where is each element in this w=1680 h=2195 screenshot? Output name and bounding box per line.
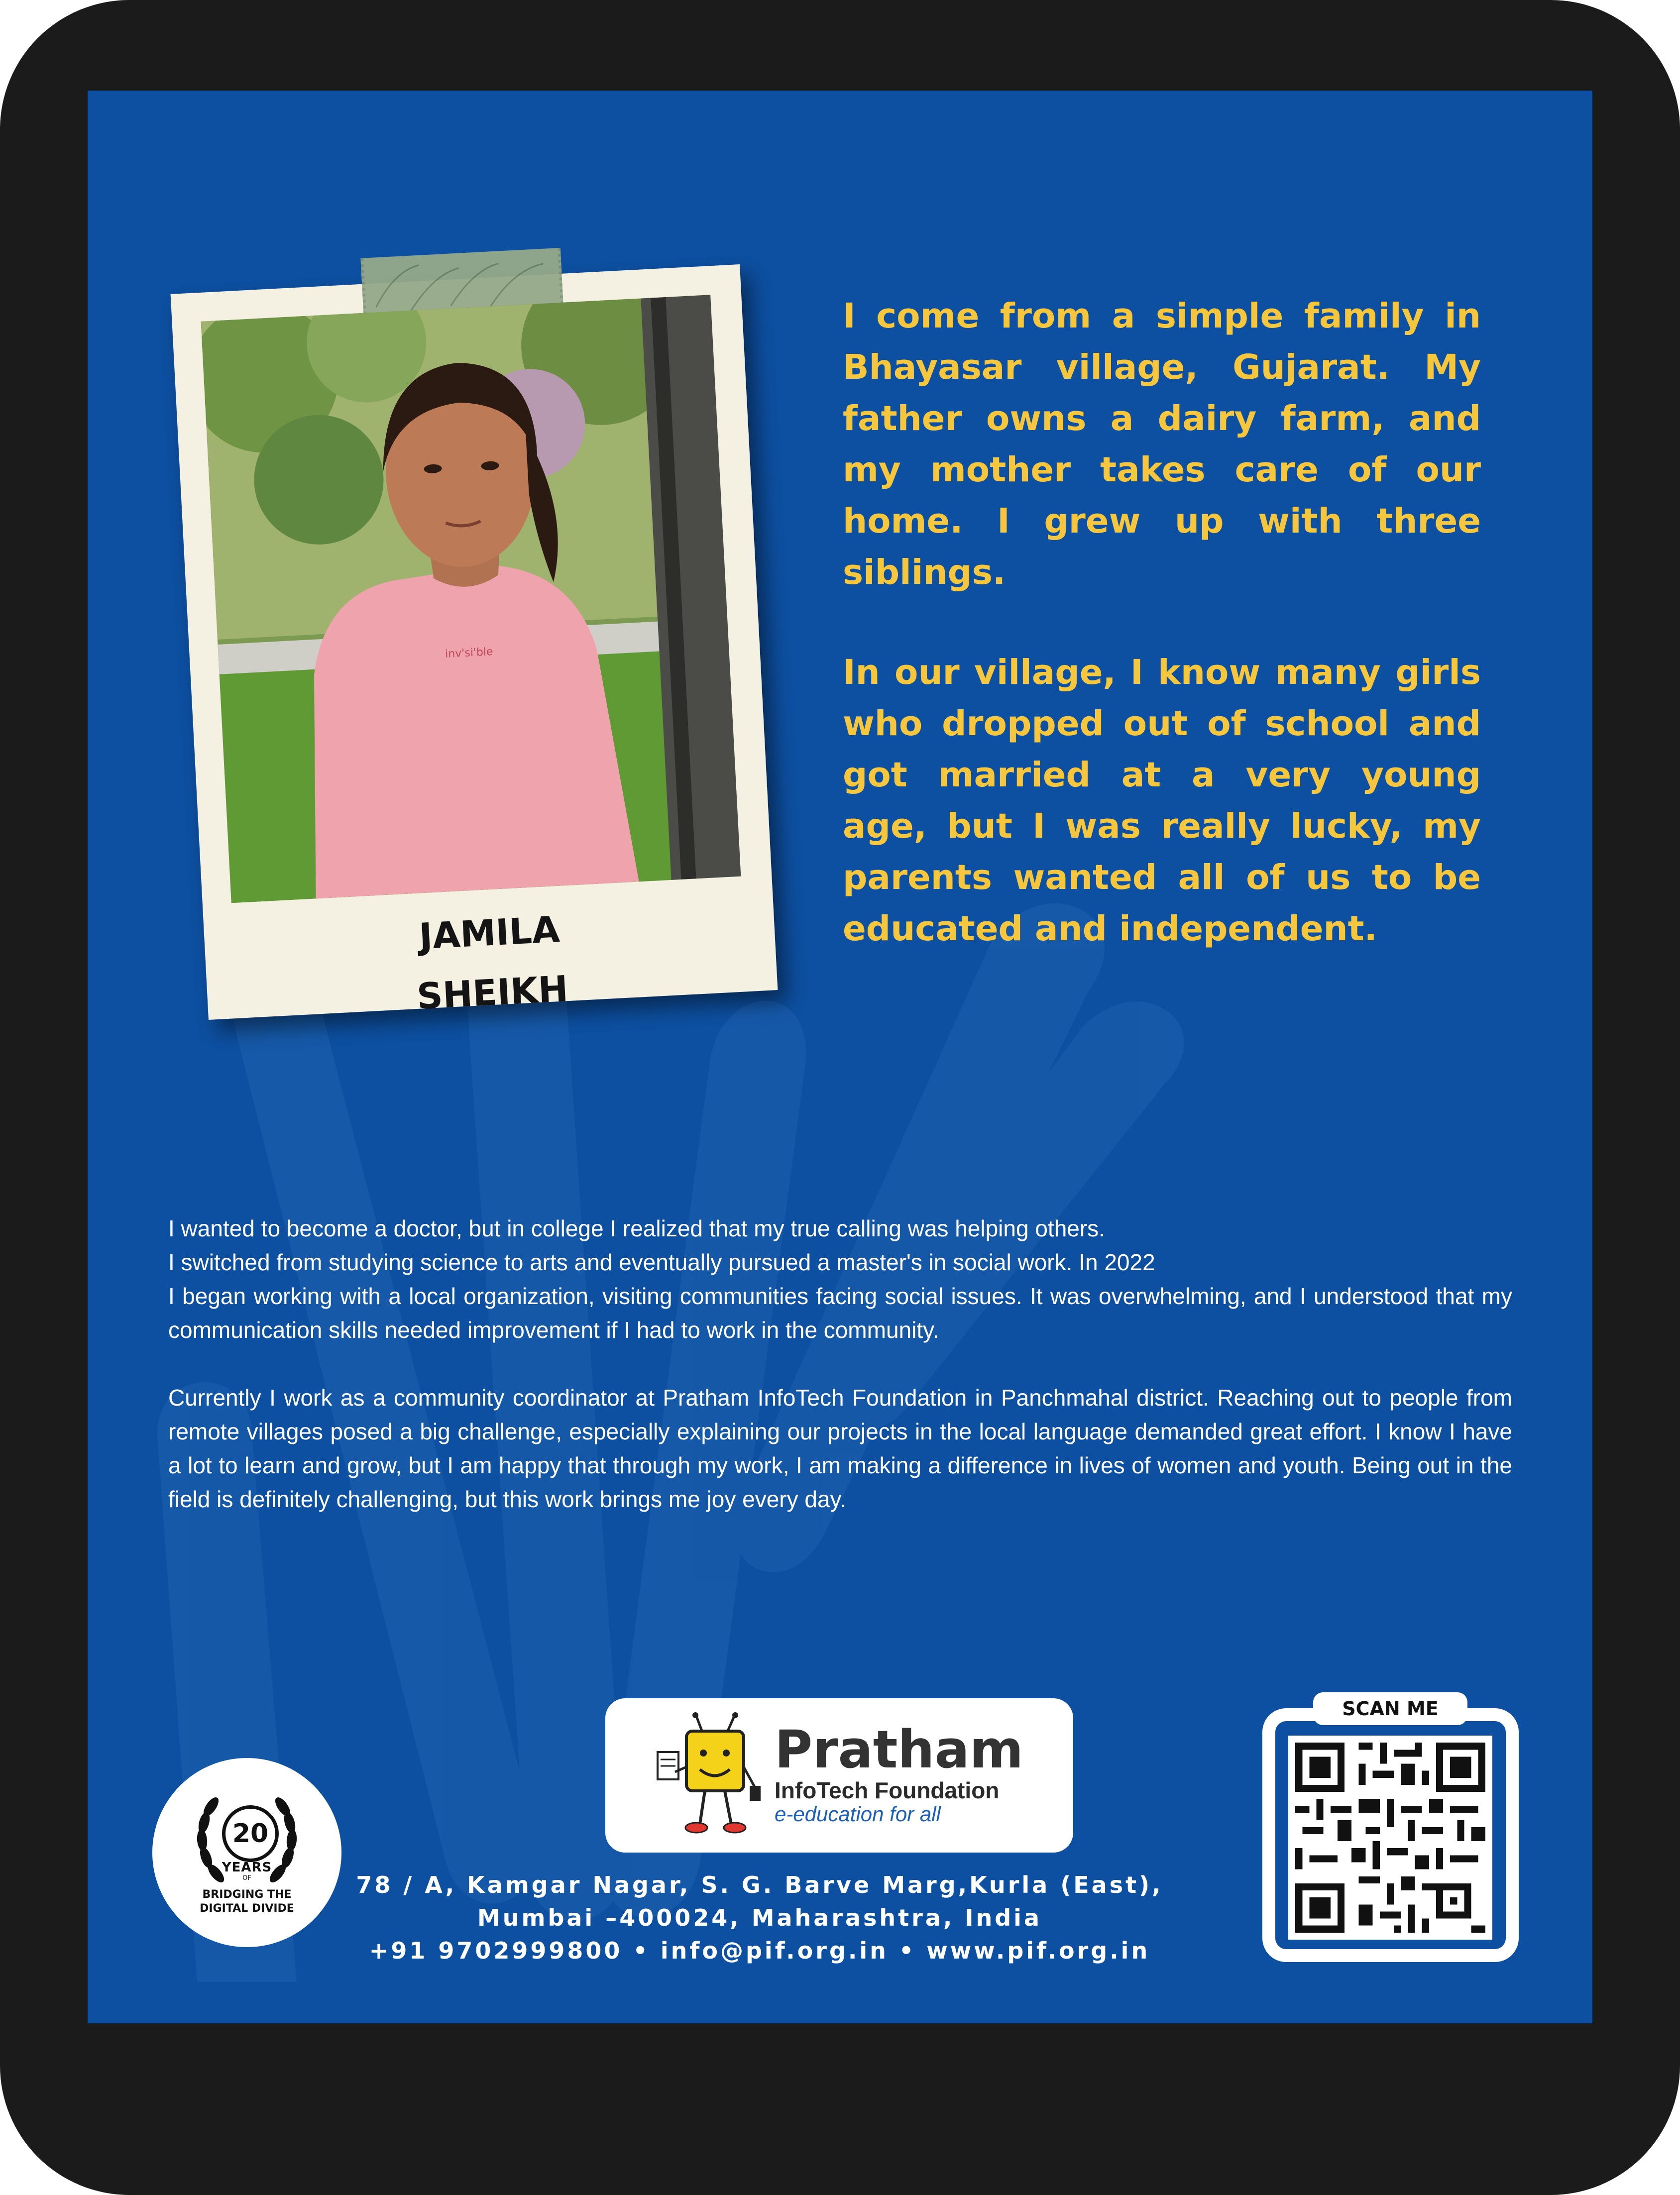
scan-me-label: SCAN ME	[1313, 1692, 1467, 1725]
badge-years-label: YEARS	[222, 1860, 272, 1875]
logo-subtitle: InfoTech Foundation	[775, 1777, 1000, 1803]
intro-paragraph-family: I come from a simple family in Bhayasar village, Gujarat. My father owns a dairy farm, and my mother takes care of our home. I grew up with three siblings.	[843, 296, 1481, 592]
body-line: I switched from studying science to arts and eventually pursued a master's in social work. In 2022	[168, 1249, 1155, 1275]
shirt-print: inv'si'ble	[445, 646, 494, 661]
polaroid-photo-card	[171, 264, 778, 1020]
logo-tagline: e-education for all	[775, 1802, 941, 1826]
contact-line: +91 9702999800 • info@pif.org.in • www.pif.org.in	[369, 1937, 1150, 1964]
body-paragraph-career	[168, 1211, 1512, 1347]
body-line: I wanted to become a doctor, but in college I realized that my true calling was helping others.	[168, 1215, 1105, 1241]
person-first-name: JAMILA	[418, 908, 561, 958]
person-last-name: SHEIKH	[416, 968, 569, 1017]
badge-number: 20	[222, 1805, 279, 1862]
portrait-photo	[201, 295, 741, 903]
qr-code-icon[interactable]	[1288, 1736, 1492, 1940]
portrait-illustration	[201, 295, 741, 903]
badge-slogan-line-1: BRIDGING THE	[202, 1888, 292, 1901]
address-line-1: 78 / A, Kamgar Nagar, S. G. Barve Marg,Kurla (East),	[356, 1871, 1163, 1898]
pratham-logo-card	[605, 1698, 1073, 1853]
intro-paragraph-village: In our village, I know many girls who dropped out of school and got married at a very young age, but I was really lucky, my parents wanted all of us to be educated and independent.	[843, 653, 1481, 949]
body-paragraph-current-work: Currently I work as a community coordinator at Pratham InfoTech Foundation in Panchmahal district. Reaching out to people from remote villages posed a big challenge, especially explaining our projects in the local language demanded great effort. I know I have a lot to learn and grow, but I am happy that through my work, I am making a difference in lives of women and youth. Being out in the field is definitely challenging, but this work brings me joy every day.	[168, 1385, 1512, 1512]
20-years-badge	[152, 1758, 341, 1947]
logo-title: Pratham	[775, 1719, 1023, 1780]
badge-slogan-line-2: DIGITAL DIVIDE	[200, 1902, 294, 1915]
address-line-2: Mumbai –400024, Maharashtra, India	[477, 1904, 1042, 1931]
robot-mascot-icon	[653, 1712, 767, 1844]
badge-of-label: OF	[242, 1874, 251, 1882]
body-line: I began working with a local organization, visiting communities facing social issues. It was overwhelming, and I understood that my communication skills needed improvement if I had to work in the community.	[168, 1283, 1512, 1343]
